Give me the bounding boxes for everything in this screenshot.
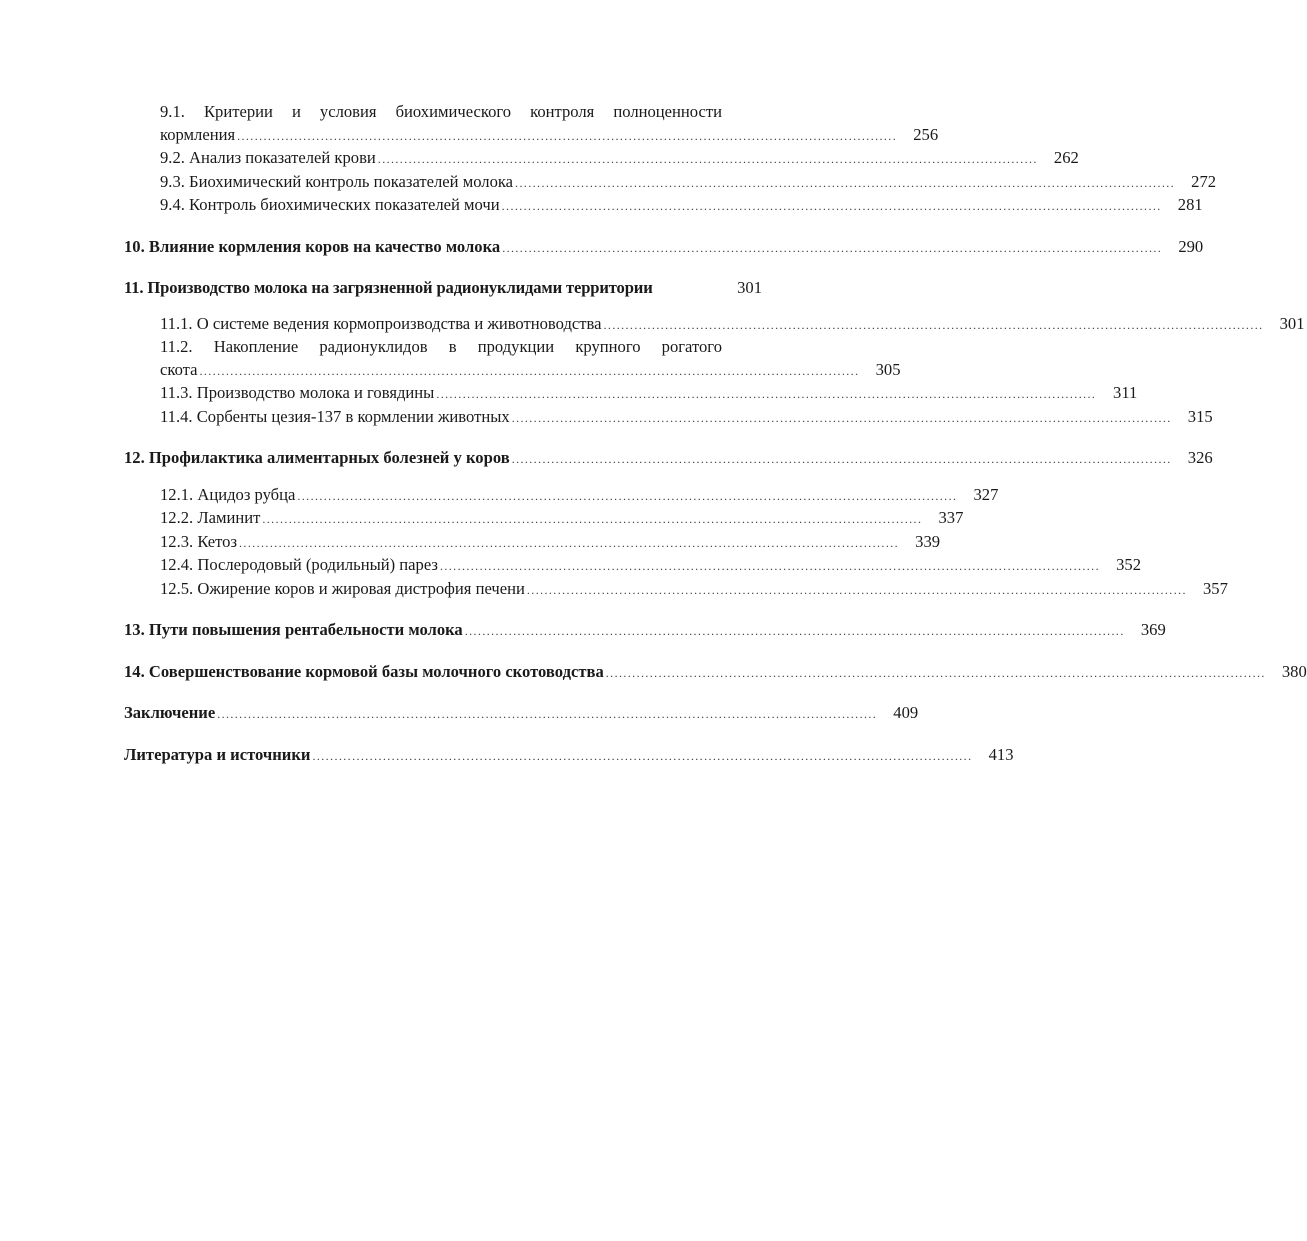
toc-entry-9-1[interactable] (124, 101, 939, 147)
toc-entry-label: 9.3. Биохимический контроль показателей молока (160, 171, 514, 191)
toc-page-number: 327 (973, 484, 999, 504)
toc-entry-12-1[interactable] (124, 484, 999, 508)
toc-page-number: 311 (1113, 383, 1138, 402)
toc-page-number: 290 (1178, 236, 1204, 256)
toc-entry-label: 12.3. Кетоз (160, 531, 238, 551)
toc-entry-label: 11.2. Накопление радионуклидов в продукции крупного рогатого (160, 337, 722, 356)
toc-chapter-label: Литература и источники (124, 744, 311, 764)
toc-entry-label: 9.1. Критерии и условия биохимического контроля полноценности (160, 102, 722, 121)
toc-page-number: 413 (988, 744, 1014, 764)
toc-page-number: 315 (1187, 406, 1213, 426)
table-of-contents (124, 101, 1307, 767)
leader-dots: ...................................................................................................................................................... (436, 387, 1097, 401)
leader-dots: ...................................................................................................................................................... (239, 535, 900, 550)
leader-dots: ...................................................................................................................................................... (297, 488, 958, 503)
toc-entry-label: 9.2. Анализ показателей крови (160, 148, 376, 167)
toc-chapter-label: 12. Профилактика алиментарных болезней у коров (124, 448, 510, 467)
leader-dots: ...................................................................................................................................................... (237, 128, 898, 143)
toc-page-number: 326 (1187, 448, 1213, 467)
leader-dots: ...................................................................................................................................................... (199, 363, 860, 378)
toc-references[interactable] (124, 744, 1014, 768)
toc-page-number: 339 (915, 531, 941, 551)
toc-entry-11-2[interactable] (124, 336, 901, 382)
toc-entry-label: 11.1. О системе ведения кормопроизводства и животноводства (160, 313, 602, 333)
toc-page-number: 301 (1279, 313, 1305, 333)
toc-chapter-11[interactable] (124, 277, 762, 300)
toc-page-number: 305 (875, 359, 901, 379)
leader-dots: ...................................................................................................................................................... (605, 665, 1266, 680)
toc-entry-12-2[interactable] (124, 507, 964, 531)
toc-page-number: 256 (913, 124, 939, 144)
toc-entry-label: 12.2. Ламинит (160, 508, 261, 527)
leader-dots: ...................................................................................................................................................... (501, 199, 1162, 213)
toc-page-number: 409 (893, 703, 919, 722)
leader-dots: ...................................................................................................................................................... (217, 707, 878, 721)
leader-dots: ...................................................................................................................................................... (377, 152, 1038, 166)
toc-entry-9-3[interactable] (124, 171, 1217, 195)
toc-entry-label-cont: кормления (160, 124, 236, 144)
toc-chapter-12[interactable] (124, 447, 1213, 471)
toc-chapter-14[interactable] (124, 661, 1307, 685)
toc-page-number: 337 (938, 508, 964, 527)
toc-page-number: 380 (1281, 661, 1307, 681)
toc-page-number: 272 (1191, 171, 1217, 191)
toc-chapter-10[interactable] (124, 236, 1204, 260)
toc-entry-label: 11.3. Производство молока и говядины (160, 383, 435, 402)
toc-chapter-label: 11. Производство молока на загрязненной радионуклидами территории (124, 278, 653, 297)
toc-entry-12-3[interactable] (124, 531, 941, 555)
toc-entry-12-4[interactable] (124, 554, 1141, 578)
toc-entry-11-4[interactable] (124, 406, 1213, 430)
toc-chapter-label: 10. Влияние кормления коров на качество молока (124, 236, 501, 256)
leader-dots: ...................................................................................................................................................... (515, 175, 1176, 190)
toc-entry-11-3[interactable] (124, 382, 1138, 406)
leader-dots: ...................................................................................................................................................... (439, 559, 1100, 573)
toc-chapter-label: 13. Пути повышения рентабельности молока (124, 620, 463, 639)
toc-chapter-13[interactable] (124, 619, 1166, 643)
toc-entry-label: 12.1. Ацидоз рубца (160, 484, 296, 504)
toc-page-number: 281 (1177, 195, 1203, 214)
toc-chapter-label: 14. Совершенствование кормовой базы молочного скотоводства (124, 661, 604, 681)
toc-entry-label: 9.4. Контроль биохимических показателей мочи (160, 195, 500, 214)
toc-entry-label: 12.5. Ожирение коров и жировая дистрофия печени (160, 578, 525, 598)
toc-entry-9-4[interactable] (124, 194, 1203, 218)
leader-dots: ...................................................................................................................................................... (464, 624, 1125, 638)
toc-entry-11-1[interactable] (124, 313, 1305, 337)
toc-entry-label-cont: скота (160, 359, 198, 379)
leader-dots: ...................................................................................................................................................... (262, 512, 923, 526)
leader-dots: ...................................................................................................................................................... (511, 452, 1172, 466)
toc-conclusion[interactable] (124, 702, 919, 726)
toc-entry-label: 11.4. Сорбенты цезия-137 в кормлении животных (160, 406, 510, 426)
toc-page-number: 301 (737, 278, 762, 297)
toc-entry-label: 12.4. Послеродовый (родильный) парез (160, 555, 438, 574)
leader-dots: ...................................................................................................................................................... (526, 582, 1187, 597)
leader-dots: ...................................................................................................................................................... (312, 748, 973, 763)
toc-page-number: 369 (1140, 620, 1166, 639)
leader-dots: ...................................................................................................................................................... (603, 317, 1264, 332)
leader-dots: ...................................................................................................................................................... (502, 240, 1163, 255)
leader-dots: ...................................................................................................................................................... (511, 410, 1172, 425)
toc-entry-9-2[interactable] (124, 147, 1079, 171)
toc-page-number: 262 (1053, 148, 1079, 167)
toc-page-number: 352 (1116, 555, 1141, 574)
toc-page-number: 357 (1203, 578, 1228, 598)
toc-chapter-label: Заключение (124, 703, 216, 722)
toc-entry-12-5[interactable] (124, 578, 1228, 602)
